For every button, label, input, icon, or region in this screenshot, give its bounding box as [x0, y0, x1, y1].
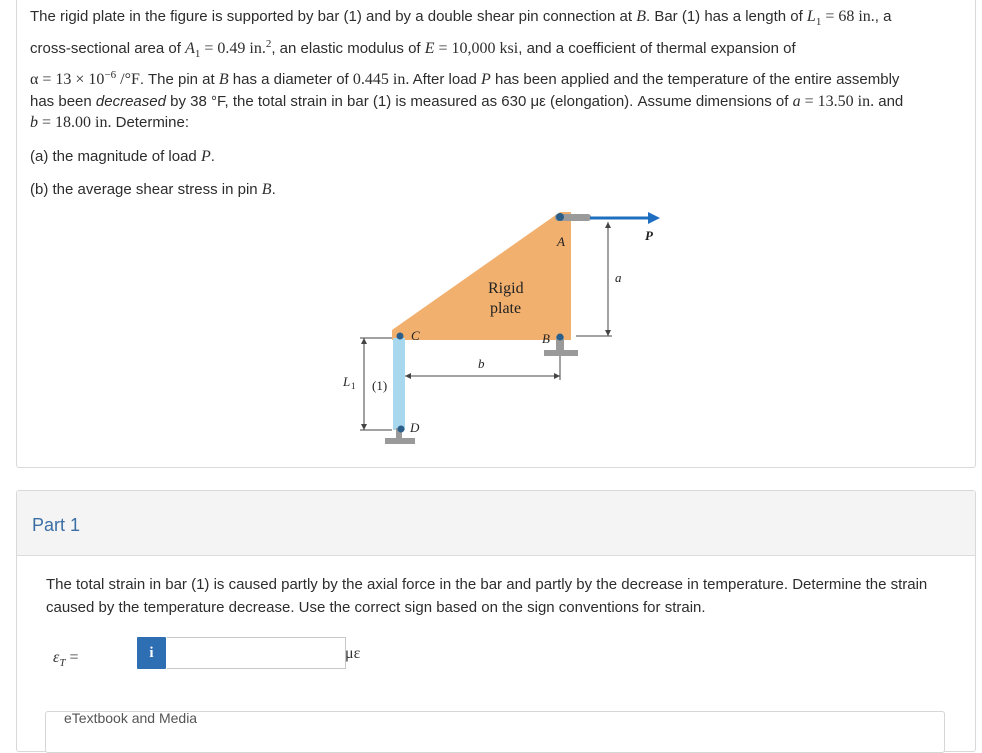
label-L1-sub: 1 — [351, 381, 356, 391]
plate-label-line1: Rigid — [488, 280, 524, 297]
etextbook-media-label: eTextbook and Media — [64, 710, 198, 726]
math-value: 0.445 in. — [352, 71, 410, 88]
unit-label: με — [345, 645, 361, 662]
dimension-L1-arrow-bottom — [361, 424, 367, 430]
math-sub: 1 — [194, 47, 201, 60]
problem-text: has a diameter of — [228, 71, 353, 88]
rigid-plate — [392, 212, 571, 340]
bar-1 — [393, 338, 405, 430]
math-E: E — [424, 39, 435, 57]
dimension-b-arrow-right — [554, 373, 560, 379]
label-C: C — [411, 328, 420, 343]
problem-text: has been — [30, 92, 96, 110]
math-sub: 1 — [815, 16, 822, 28]
question-b — [30, 179, 965, 201]
dimension-L1-arrow-top — [361, 338, 367, 344]
math-value: = 68 in. — [821, 8, 875, 25]
part-instructions: The total strain in bar (1) is caused partly by the axial force in the bar and partly by the decrease in temperature. Determine the strain caused by the temperature decrease. Use the correct sign based on the sign conventions for strain. — [46, 576, 928, 616]
pin-A — [556, 213, 564, 221]
problem-text: has been applied and the temperature of the entire assembly — [490, 71, 900, 88]
math-B: B — [636, 8, 646, 25]
problem-text: cross-sectional area of — [30, 39, 186, 57]
load-arrowhead-P — [648, 212, 660, 224]
math-value: = 0.49 in. — [200, 39, 266, 57]
problem-text: After load — [409, 71, 482, 88]
plate-label-line2: plate — [490, 300, 522, 317]
label-L1: L — [343, 374, 351, 389]
part-title: Part 1 — [32, 515, 81, 535]
label-b: b — [478, 356, 485, 371]
problem-text: . Bar (1) has a length of — [646, 8, 807, 25]
etextbook-media-section[interactable] — [45, 711, 945, 753]
question-text: (a) the magnitude of load — [30, 147, 201, 165]
math-L: L — [806, 8, 816, 25]
math-value: = 18.00 in. — [38, 114, 112, 131]
math-B: B — [218, 71, 229, 88]
label-D: D — [410, 420, 420, 435]
pin-C — [397, 333, 404, 340]
math-alpha: α = 13 × 10 — [30, 71, 105, 88]
epsilon-symbol: ε — [53, 649, 60, 666]
math-B: B — [261, 181, 272, 198]
part-1-card — [16, 490, 976, 752]
math-P: P — [200, 147, 211, 165]
math-A: A — [185, 39, 195, 57]
problem-statement — [30, 6, 965, 201]
question-text: . — [210, 147, 215, 165]
math-value: = 13.50 in. — [800, 92, 875, 110]
dimension-a-arrow-top — [605, 222, 611, 228]
epsilon-subscript: T — [59, 657, 66, 670]
math-value: = 10,000 ksi — [434, 39, 519, 57]
answer-input[interactable] — [167, 637, 346, 669]
problem-text: . The pin at — [139, 71, 219, 88]
problem-figure — [330, 200, 690, 460]
problem-text: , a — [874, 8, 892, 25]
math-sup: −6 — [104, 69, 117, 81]
math-sup: 2 — [265, 37, 272, 50]
problem-text: and — [874, 92, 904, 110]
dimension-a-arrow-bottom — [605, 330, 611, 336]
emphasis: decreased — [95, 92, 166, 110]
math-P: P — [481, 71, 491, 88]
math-b: b — [30, 114, 38, 131]
problem-paragraph — [30, 6, 965, 134]
question-text: . — [271, 181, 276, 198]
strain-label — [53, 649, 78, 669]
pin-D — [398, 426, 405, 433]
problem-text: Determine: — [111, 114, 189, 131]
pin-B — [557, 334, 564, 341]
part-header — [17, 491, 975, 556]
math-unit: /°F — [116, 71, 140, 88]
label-P: P — [645, 228, 653, 243]
info-icon[interactable]: i — [137, 637, 166, 669]
label-a: a — [615, 270, 622, 285]
dimension-b-arrow-left — [405, 373, 411, 379]
problem-text: by 38 °F, the total strain in bar (1) is measured as 630 με (elongation). Assume dimensions of — [165, 92, 793, 110]
label-bar-1: (1) — [372, 378, 388, 393]
problem-text: , an elastic modulus of — [271, 39, 425, 57]
label-A: A — [557, 234, 565, 249]
math-a: a — [792, 92, 801, 110]
problem-text: , and a coefficient of thermal expansion of — [518, 39, 796, 57]
label-B: B — [542, 331, 550, 346]
question-text: (b) the average shear stress in pin — [30, 181, 262, 198]
question-a — [30, 146, 965, 168]
problem-text: The rigid plate in the figure is supported by bar (1) and by a double shear pin connection at — [30, 8, 637, 25]
equals-sign: = — [65, 649, 79, 666]
